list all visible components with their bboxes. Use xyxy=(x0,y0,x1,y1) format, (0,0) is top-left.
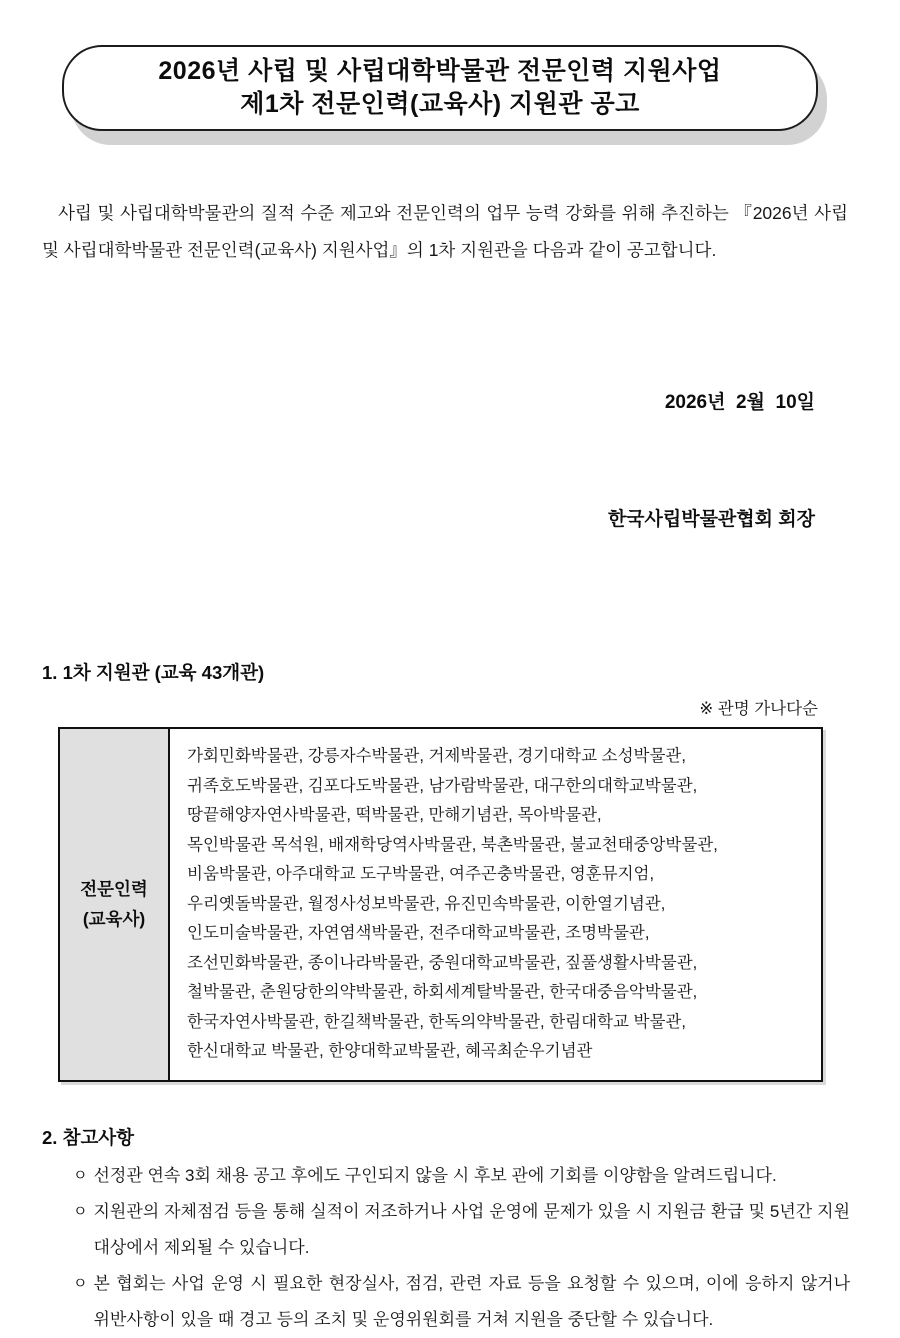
title-line-2: 제1차 전문인력(교육사) 지원관 공고 xyxy=(240,90,640,118)
museum-list-line: 땅끝해양자연사박물관, 떡박물관, 만해기념관, 목아박물관, xyxy=(187,806,602,824)
table-row xyxy=(59,728,822,1081)
signature-line: 한국사립박물관협회 회장 xyxy=(607,509,815,530)
museum-list-line: 인도미술박물관, 자연염색박물관, 전주대학교박물관, 조명박물관, xyxy=(187,924,650,942)
museum-list-line: 철박물관, 춘원당한의약박물관, 하회세계탈박물관, 한국대중음악박물관, xyxy=(187,983,698,1001)
row-label-line-1: 전문인력 xyxy=(80,879,148,900)
notes-list xyxy=(73,1158,850,1338)
announcement-date: 2026년 2월 10일 xyxy=(664,392,815,413)
section2-heading: 2. 참고사항 xyxy=(42,1126,135,1148)
sort-order-note: ※ 관명 가나다순 xyxy=(699,700,818,718)
title-line-1: 2026년 사립 및 사립대학박물관 전문인력 지원사업 xyxy=(158,57,722,85)
announcement-document xyxy=(0,45,900,1329)
bullet-marker: ㅇ xyxy=(73,1274,88,1292)
museum-list-line: 가회민화박물관, 강릉자수박물관, 거제박물관, 경기대학교 소성박물관, xyxy=(187,747,686,765)
row-label-cell xyxy=(59,728,169,1081)
museum-list-line: 한신대학교 박물관, 한양대학교박물관, 혜곡최순우기념관 xyxy=(187,1042,593,1060)
bullet-marker: ㅇ xyxy=(73,1166,88,1184)
date-signature-block xyxy=(0,305,815,617)
museum-list-line: 비움박물관, 아주대학교 도구박물관, 여주곤충박물관, 영훈뮤지엄, xyxy=(187,865,655,883)
supported-museums-table xyxy=(58,727,823,1082)
bullet-text: 선정관 연속 3회 채용 공고 후에도 구인되지 않을 시 후보 관에 기회를 이양함을 알려드립니다. xyxy=(93,1165,777,1185)
list-item xyxy=(73,1158,850,1194)
row-label-line-2: (교육사) xyxy=(82,909,146,930)
museum-list-line: 한국자연사박물관, 한길책박물관, 한독의약박물관, 한림대학교 박물관, xyxy=(187,1012,686,1031)
museum-list-cell xyxy=(169,728,822,1081)
title-box xyxy=(62,45,818,131)
list-item xyxy=(73,1266,850,1338)
bullet-text: 본 협회는 사업 운영 시 필요한 현장실사, 점검, 관련 자료 등을 요청할 수 있으며, 이에 응하지 않거나 위반사항이 있을 때 경고 등의 조치 및 운영위원회를 거쳐 지원을 중단할 수 있습니다. xyxy=(93,1273,850,1329)
museum-list-line: 우리옛돌박물관, 월정사성보박물관, 유진민속박물관, 이한열기념관, xyxy=(187,894,666,913)
museum-list-line: 목인박물관 목석원, 배재학당역사박물관, 북촌박물관, 불교천태중앙박물관, xyxy=(187,835,718,854)
museum-list-line: 귀족호도박물관, 김포다도박물관, 남가람박물관, 대구한의대학교박물관, xyxy=(187,776,698,795)
list-item xyxy=(73,1194,850,1266)
intro-paragraph: 사립 및 사립대학박물관의 질적 수준 제고와 전문인력의 업무 능력 강화를 위해 추진하는 『2026년 사립 및 사립대학박물관 전문인력(교육사) 지원사업』의 1차 지원관을 다음과 같이 공고합니다. xyxy=(42,203,848,260)
bullet-marker: ㅇ xyxy=(73,1202,88,1220)
section1-heading: 1. 1차 지원관 (교육 43개관) xyxy=(42,662,265,683)
museum-list-line: 조선민화박물관, 종이나라박물관, 중원대학교박물관, 짚풀생활사박물관, xyxy=(187,953,698,972)
bullet-text: 지원관의 자체점검 등을 통해 실적이 저조하거나 사업 운영에 문제가 있을 시 지원금 환급 및 5년간 지원 대상에서 제외될 수 있습니다. xyxy=(93,1201,850,1257)
